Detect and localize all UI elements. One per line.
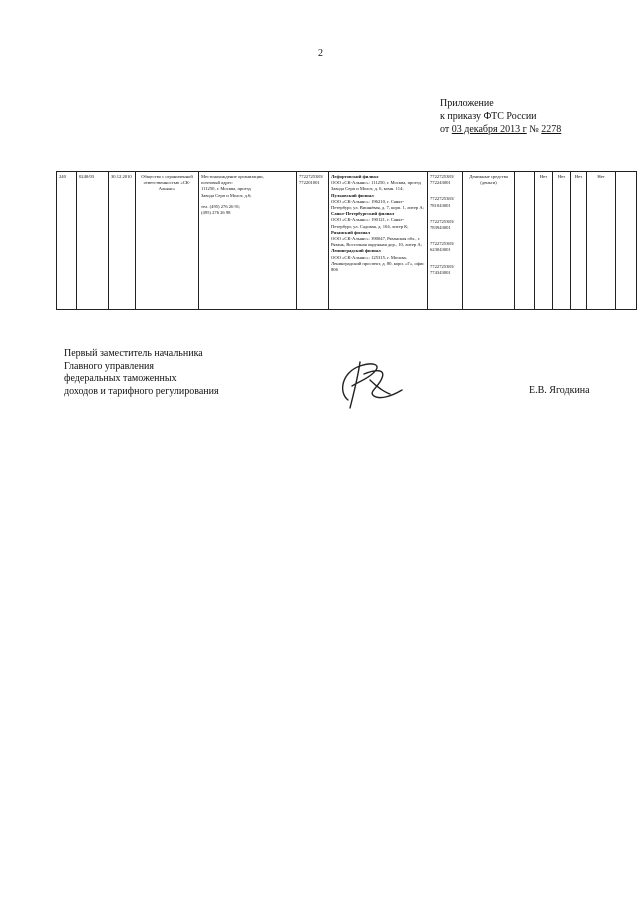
- branch-name: Лефортовский филиал: [331, 174, 379, 179]
- table-row: [57, 172, 637, 310]
- branch-text: ООО «СК-Альянс»: 125315, г. Москва, Ленинградский проспект, д. 80, корп. «Г», офис 806: [331, 254, 425, 273]
- cell-code: 0240/03: [77, 172, 109, 310]
- signatory-line: Главного управления: [64, 360, 154, 372]
- cell-flag: Нет: [535, 172, 553, 310]
- phone-line: (495) 276 26 98: [201, 210, 231, 216]
- appendix-title: Приложение: [440, 98, 494, 109]
- branch-text: ООО «СК-Альянс»: 111250, г. Москва, проезд Завода Серп и Молот, д. 6, комн. 114;: [331, 180, 421, 192]
- branch-name: Пулковский филиал: [331, 192, 374, 198]
- branch-code: 7722725383/ 623043001: [430, 241, 455, 253]
- page-number: 2: [318, 48, 323, 59]
- branch-text: ООО «СК-Альянс»: 190121, г. Санкт-Петербург, ул. Садовая, д. 104, литер К;: [331, 217, 409, 229]
- appendix-no-label: №: [529, 124, 539, 135]
- branch-code: 7722725383/ 783943001: [430, 218, 455, 231]
- signatory-line: федеральных таможенных: [64, 373, 177, 384]
- signatory-name: Е.В. Ягодкина: [529, 385, 590, 396]
- branch-text: ООО «СК-Альянс»: 390047, Рязанская обл., г. Рязань, Восточная окружная дор., 10, литер А;: [331, 236, 422, 248]
- appendix-number: 2278: [541, 124, 562, 135]
- appendix-date: 03 декабря 2013 г: [451, 124, 527, 135]
- cell-flag: Нет: [587, 172, 616, 310]
- cell-org-name: Общество с ограниченной ответственностью «СК-Альянс»: [136, 172, 199, 310]
- address-line: почтовый адрес:: [201, 180, 234, 186]
- cell-flag: Нет: [571, 172, 587, 310]
- branch-code: 7722725383/ 781043001: [430, 196, 455, 208]
- address-line: 111250, г. Москва, проезд: [201, 186, 251, 192]
- appendix-order-line: к приказу ФТС России: [440, 111, 537, 122]
- cell-inn-kpp: 7722725383/ 772201001: [297, 172, 329, 310]
- branch-code: 7722725383/ 772243001: [430, 174, 455, 186]
- address-line: Завода Серп и Молот, д.6;: [201, 192, 252, 198]
- cell-security-type: Денежные средства (деньги): [463, 172, 515, 310]
- appendix-header: [440, 97, 561, 136]
- cell-branches: [329, 172, 428, 310]
- cell-address: [199, 172, 297, 310]
- cell-branch-codes: [428, 172, 463, 310]
- cell-index: 240: [57, 172, 77, 310]
- handwritten-signature: [330, 352, 410, 412]
- cell-empty: [616, 172, 637, 310]
- cell-date: 30.12.2010: [109, 172, 136, 310]
- appendix-from: от: [440, 124, 450, 135]
- signatory-line: доходов и тарифного регулирования: [64, 385, 219, 397]
- branch-name: Рязанский филиал: [331, 229, 371, 235]
- cell-flag: Нет: [553, 172, 571, 310]
- branch-code: 7722725383/ 774343001: [430, 263, 455, 275]
- cell-empty: [515, 172, 535, 310]
- branch-name: Ленинградский филиал: [331, 248, 381, 254]
- address-line: Местонахождение организации,: [201, 174, 264, 179]
- signatory-line: Первый заместитель начальника: [64, 348, 203, 359]
- appendix-date-line: [440, 123, 561, 136]
- phone-line: тел. (495) 276 26 91;: [201, 203, 241, 209]
- signatory-title: [64, 348, 219, 398]
- branch-text: ООО «СК-Альянс»: 196210, г. Санкт-Петербург, ул. Вишнёвая, д. 7, корп. 1, литер А;: [331, 198, 424, 211]
- branch-name: Санкт-Петербургский филиал: [331, 211, 395, 217]
- registry-table: [56, 171, 637, 310]
